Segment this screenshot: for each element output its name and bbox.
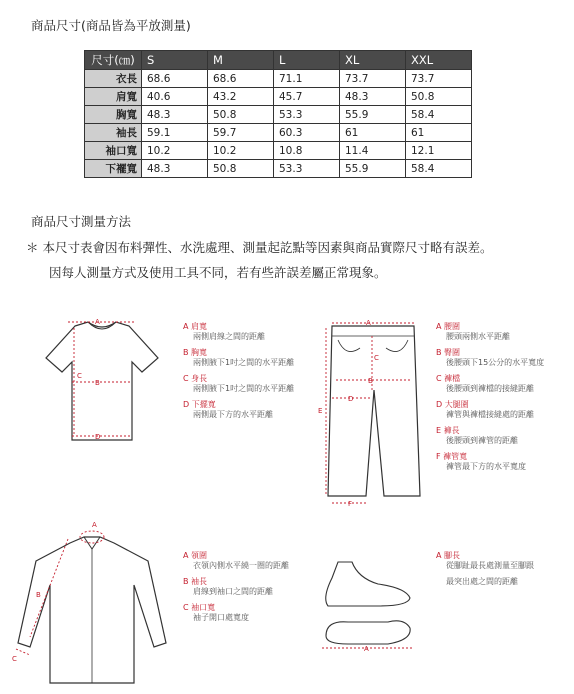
method-heading: 商品尺寸測量方法 <box>31 214 132 229</box>
legend-key: A 肩寬 <box>183 322 208 331</box>
diagram-letter: B <box>95 379 100 387</box>
diagram-letter: D <box>95 433 101 441</box>
note-line-2: 因每人測量方式及使用工具不同，若有些許誤差屬正常現象。 <box>49 265 387 280</box>
size-table <box>84 50 472 178</box>
table-cell: 50.8 <box>406 88 472 106</box>
table-row <box>85 88 472 106</box>
diagram-letter: A <box>366 319 371 327</box>
table-cell: 58.4 <box>406 106 472 124</box>
row-label: 衣長 <box>85 70 142 88</box>
table-cell: 73.7 <box>406 70 472 88</box>
legend-key: F 褲管寬 <box>436 452 468 461</box>
legend-desc: 從腳趾最長處測量至腳跟 <box>446 561 534 570</box>
legend-key: A 腰圍 <box>436 322 461 331</box>
longshirt-diagram <box>8 515 168 685</box>
legend-desc: 腰頭兩側水平距離 <box>446 332 510 341</box>
diagram-letter: C <box>374 354 379 362</box>
corner-cell: 尺寸(㎝) <box>85 51 142 70</box>
table-cell: 48.3 <box>142 106 208 124</box>
legend-key: B 袖長 <box>183 577 208 586</box>
table-cell: 40.6 <box>142 88 208 106</box>
diagram-letter: F <box>348 500 353 508</box>
row-label: 下襬寬 <box>85 160 142 178</box>
legend-key: B 臀圍 <box>436 348 461 357</box>
table-cell: 68.6 <box>208 70 274 88</box>
table-cell: 10.2 <box>142 142 208 160</box>
size-header-m: M <box>208 51 274 70</box>
tshirt-diagram <box>40 318 165 443</box>
table-cell: 10.8 <box>274 142 340 160</box>
size-heading: 商品尺寸(商品皆為平放測量) <box>31 18 191 33</box>
legend-desc: 兩側最下方的水平距離 <box>193 410 273 419</box>
legend-desc: 後腰頭到褲管的距離 <box>446 436 518 445</box>
table-row <box>85 106 472 124</box>
table-cell: 12.1 <box>406 142 472 160</box>
diagram-letter: C <box>12 655 17 663</box>
size-table-header <box>85 51 472 70</box>
table-cell: 59.7 <box>208 124 274 142</box>
row-label: 袖長 <box>85 124 142 142</box>
legend-desc: 後腰頭下15公分的水平寬度 <box>446 358 545 367</box>
legend-key: B 胸寬 <box>183 348 208 357</box>
pants-legend <box>436 322 544 472</box>
size-header-s: S <box>142 51 208 70</box>
foot-legend <box>436 551 534 587</box>
note-line-1: ＊ 本尺寸表會因布料彈性、水洗處理、測量起訖點等因素與商品實際尺寸略有誤差。 <box>26 240 493 255</box>
table-cell: 48.3 <box>340 88 406 106</box>
table-cell: 11.4 <box>340 142 406 160</box>
legend-key: C 袖口寬 <box>183 603 216 612</box>
diagram-letter: A <box>92 521 97 529</box>
table-cell: 53.3 <box>274 106 340 124</box>
table-cell: 58.4 <box>406 160 472 178</box>
legend-desc: 兩側腋下1吋之間的水平距離 <box>193 384 295 393</box>
table-cell: 43.2 <box>208 88 274 106</box>
longshirt-legend <box>183 551 289 623</box>
diagram-letter: A <box>364 645 369 653</box>
row-label: 袖口寬 <box>85 142 142 160</box>
table-cell: 45.7 <box>274 88 340 106</box>
legend-key: D 大腿圍 <box>436 400 469 409</box>
table-cell: 60.3 <box>274 124 340 142</box>
row-label: 胸寬 <box>85 106 142 124</box>
table-cell: 50.8 <box>208 160 274 178</box>
diagram-letter: B <box>368 377 373 385</box>
legend-desc: 袖子開口處寬度 <box>193 613 249 622</box>
table-row <box>85 142 472 160</box>
legend-desc: 後腰頭到褲檔的接縫距離 <box>446 384 534 393</box>
legend-desc: 最突出處之間的距離 <box>446 577 518 586</box>
diagram-letter: B <box>36 591 41 599</box>
legend-key: D 下擺寬 <box>183 400 216 409</box>
table-cell: 61 <box>406 124 472 142</box>
table-cell: 55.9 <box>340 160 406 178</box>
legend-desc: 兩側腋下1吋之間的水平距離 <box>193 358 295 367</box>
table-cell: 50.8 <box>208 106 274 124</box>
table-cell: 53.3 <box>274 160 340 178</box>
table-cell: 48.3 <box>142 160 208 178</box>
size-header-xxl: XXL <box>406 51 472 70</box>
legend-desc: 兩側肩線之間的距離 <box>193 332 265 341</box>
diagram-letter: E <box>318 407 323 415</box>
table-cell: 10.2 <box>208 142 274 160</box>
row-label: 肩寬 <box>85 88 142 106</box>
size-header-l: L <box>274 51 340 70</box>
legend-key: A 領圍 <box>183 551 208 560</box>
legend-desc: 褲管與褲檔接縫處的距離 <box>446 410 534 419</box>
legend-key: C 褲檔 <box>436 374 461 383</box>
size-header-xl: XL <box>340 51 406 70</box>
tshirt-legend <box>183 322 294 420</box>
legend-desc: 肩線到袖口之間的距離 <box>193 587 273 596</box>
legend-desc: 褲管最下方的水平寬度 <box>446 462 526 471</box>
legend-key: A 腳長 <box>436 551 461 560</box>
legend-key: E 褲長 <box>436 426 460 435</box>
table-row <box>85 124 472 142</box>
table-cell: 73.7 <box>340 70 406 88</box>
table-cell: 61 <box>340 124 406 142</box>
table-row <box>85 70 472 88</box>
legend-key: C 身長 <box>183 374 208 383</box>
table-row <box>85 160 472 178</box>
legend-desc: 衣領內側水平繞一圈的距離 <box>193 561 289 570</box>
diagram-letter: C <box>77 372 82 380</box>
diagram-letter: A <box>95 318 100 326</box>
table-cell: 68.6 <box>142 70 208 88</box>
table-cell: 55.9 <box>340 106 406 124</box>
diagram-letter: D <box>348 395 354 403</box>
foot-diagram <box>318 558 418 658</box>
table-cell: 71.1 <box>274 70 340 88</box>
pants-diagram <box>318 318 428 508</box>
table-cell: 59.1 <box>142 124 208 142</box>
